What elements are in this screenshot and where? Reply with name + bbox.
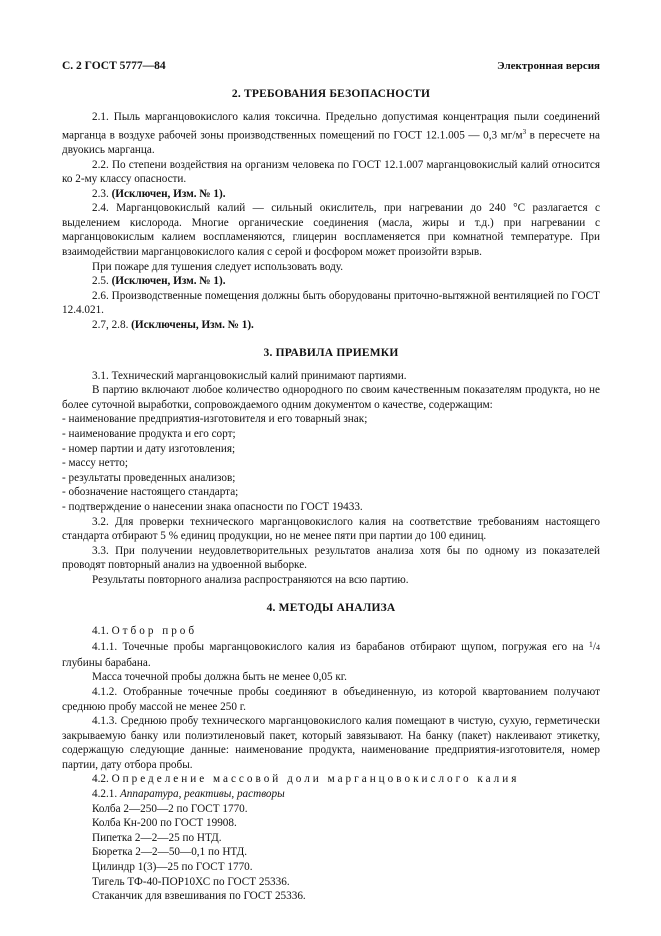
section-2 xyxy=(62,88,600,333)
para-2-78 xyxy=(62,318,600,333)
section-4 xyxy=(62,602,600,904)
para-4-1-num: 4.1. xyxy=(92,624,112,637)
list-item: - номер партии и дату изготовления; xyxy=(62,442,236,455)
para-2-1-tail: в пересчете на двуокись марганца. xyxy=(62,129,600,156)
list-item: - обозначение настоящего стандарта; xyxy=(62,486,239,499)
para-2-4b: При пожаре для тушения следует использовать воду. xyxy=(92,260,344,273)
para-2-4: 2.4. Марганцовокислый калий — сильный окислитель, при нагревании до 240 °С разлагается с выделением кислорода. Многие органические соединения (масла, жиры и т.д.) при нагревании с марганцовокислым калием воспламеняются, глицерин воспламеняется при комнатной температуре. При взаимодействии марганцовокислого калия с серой и фосфором может произойти взрыв. xyxy=(62,202,600,259)
para-2-3-note: (Исключен, Изм. № 1). xyxy=(111,187,226,200)
para-2-1 xyxy=(62,110,600,158)
equipment-item: Тигель ТФ-40-ПОР10ХС по ГОСТ 25336. xyxy=(92,875,290,888)
section-4-title: 4. МЕТОДЫ АНАЛИЗА xyxy=(266,601,396,614)
para-4-1-title: Отбор проб xyxy=(111,624,198,637)
para-2-3 xyxy=(62,187,600,202)
list-item: - подтверждение о нанесении знака опасности по ГОСТ 19433. xyxy=(62,500,363,513)
para-2-78-num: 2.7, 2.8. xyxy=(92,319,132,332)
section-3 xyxy=(62,347,600,588)
section-2-title: 2. ТРЕБОВАНИЯ БЕЗОПАСНОСТИ xyxy=(231,88,431,100)
para-4-1-1: 4.1.1. Точечные пробы марганцовокислого калия из барабанов отбирают щупом, погружая его на $^1$/4 глубины барабана. xyxy=(62,640,600,669)
para-4-1-1-text: 4.1.1. Точечные пробы марганцовокислого калия из барабанов отбирают щупом, погружая его на xyxy=(92,641,589,654)
para-4-2-1-title: Аппаратура, реактивы, растворы xyxy=(119,788,285,801)
equipment-item: Пипетка 2—2—25 по НТД. xyxy=(92,831,222,844)
equipment-item: Стаканчик для взвешивания по ГОСТ 25336. xyxy=(92,890,306,903)
equipment-item: Бюретка 2—2—50—0,1 по НТД. xyxy=(92,846,247,859)
header-right: Электронная версия xyxy=(497,60,600,72)
para-4-2-1-num: 4.2.1. xyxy=(92,788,120,801)
page-header xyxy=(62,60,600,72)
para-2-3-num: 2.3. xyxy=(92,187,112,200)
para-4-1 xyxy=(62,624,600,639)
equipment-item: Колба Кн-200 по ГОСТ 19908. xyxy=(92,817,237,830)
para-4-1-2: 4.1.2. Отобранные точечные пробы соединяют в объединенную, из которой квартованием получают среднюю пробу массой не менее 250 г. xyxy=(62,685,600,713)
para-4-2-title: Определение массовой доли марганцовокислого калия xyxy=(111,773,520,786)
list-item: - наименование предприятия-изготовителя и его товарный знак; xyxy=(62,413,368,426)
para-3-3b: Результаты повторного анализа распространяются на всю партию. xyxy=(92,573,409,586)
document-page xyxy=(62,60,600,918)
para-4-2-1 xyxy=(62,787,600,802)
para-4-1-3: 4.1.3. Среднюю пробу технического марганцовокислого калия помещают в чистую, сухую, герметически закрываемую банку или полиэтиленовый пакет, который завязывают. На банку (пакет) наклеивают этикетку, содержащую следующие данные: наименование продукта, наименование предприятия-изготовителя, номер партии, дату отбора пробы. xyxy=(62,715,600,771)
fraction-denominator: 4 xyxy=(596,643,600,653)
para-4-1-1-tail: глубины барабана. xyxy=(62,656,151,669)
para-2-5-note: (Исключен, Изм. № 1). xyxy=(111,275,226,288)
para-4-1-1c: Масса точечной пробы должна быть не менее 0,05 кг. xyxy=(92,671,347,684)
list-item: - наименование продукта и его сорт; xyxy=(62,428,236,441)
para-2-5 xyxy=(62,274,600,289)
para-2-2: 2.2. По степени воздействия на организм человека по ГОСТ 12.1.007 марганцовокислый калий относится ко 2-му классу опасности. xyxy=(62,158,600,186)
para-2-1-sup: 3 xyxy=(522,127,527,136)
para-3-3: 3.3. При получении неудовлетворительных результатов анализа хотя бы по одному из показателей проводят повторный анализ на удвоенной выборке. xyxy=(62,544,600,572)
section-3-title: 3. ПРАВИЛА ПРИЕМКИ xyxy=(263,346,399,359)
para-4-2-num: 4.2. xyxy=(92,773,112,786)
list-item: - результаты проведенных анализов; xyxy=(62,471,236,484)
para-2-6: 2.6. Производственные помещения должны быть оборудованы приточно-вытяжной вентиляцией по ГОСТ 12.4.021. xyxy=(62,289,600,317)
equipment-item: Цилиндр 1(3)—25 по ГОСТ 1770. xyxy=(92,861,253,874)
para-3-2: 3.2. Для проверки технического марганцовокислого калия на соответствие требованиям настоящего стандарта отбирают 5 % единиц продукции, но не менее пяти при партии до 100 единиц. xyxy=(62,515,600,543)
equipment-item: Колба 2—250—2 по ГОСТ 1770. xyxy=(92,802,248,815)
para-2-78-note: (Исключены, Изм. № 1). xyxy=(131,319,254,332)
para-4-2 xyxy=(62,772,600,787)
para-3-1b: В партию включают любое количество однородного по своим качественным показателям продукта, но не более суточной выработки, сопровождаемого одним документом о качестве, содержащим: xyxy=(62,384,600,411)
fraction-numerator: 1 xyxy=(588,640,593,650)
para-2-5-num: 2.5. xyxy=(92,275,112,288)
list-item: - массу нетто; xyxy=(62,457,128,470)
para-2-1-text: 2.1. Пыль марганцовокислого калия токсична. Предельно допустимая концентрация пыли соединений марганца в воздухе рабочей зоны производственных помещений по ГОСТ 12.1.005 — 0,3 мг/м xyxy=(62,111,600,142)
para-3-1: 3.1. Технический марганцовокислый калий принимают партиями. xyxy=(92,369,407,382)
header-left: С. 2 ГОСТ 5777—84 xyxy=(62,60,166,72)
